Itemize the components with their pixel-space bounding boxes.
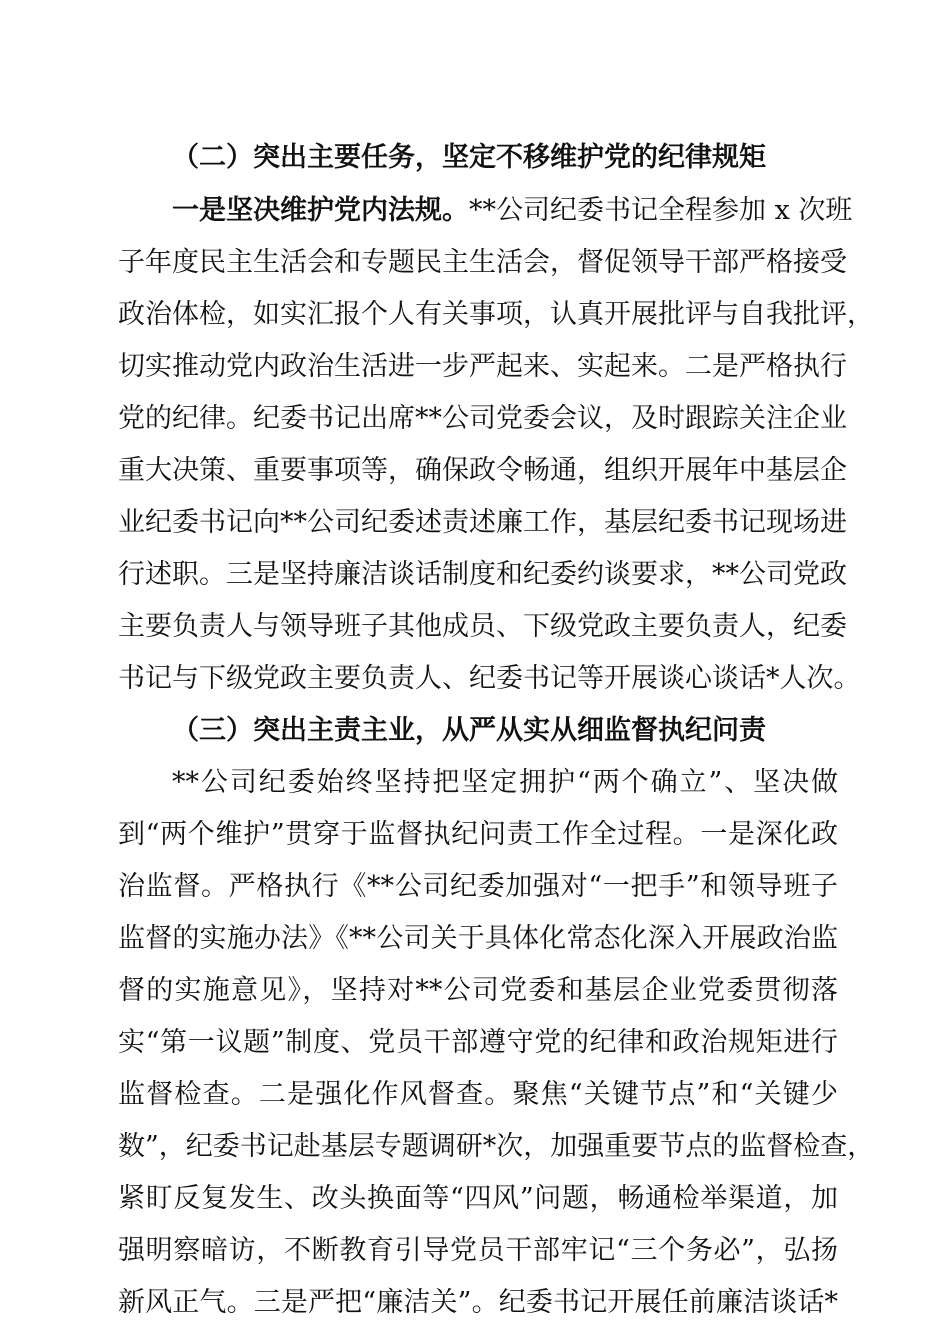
paragraph-line: 治监督。严格执行《**公司纪委加强对“一把手”和领导班子	[118, 871, 838, 902]
paragraph-line: 实“第一议题”制度、党员干部遵守党的纪律和政治规矩进行	[118, 1027, 838, 1058]
paragraph-line: 书记与下级党政主要负责人、纪委书记等开展谈心谈话*人次。	[118, 663, 861, 694]
paragraph-line: 督的实施意见》，坚持对**公司党委和基层企业党委贯彻落	[118, 975, 838, 1006]
paragraph-line: 党的纪律。纪委书记出席**公司党委会议，及时跟踪关注企业	[118, 403, 847, 434]
paragraph-line: 主要负责人与领导班子其他成员、下级党政主要负责人，纪委	[118, 611, 847, 642]
paragraph-line: 切实推动党内政治生活进一步严起来、实起来。二是严格执行	[118, 351, 847, 382]
paragraph-line: 子年度民主生活会和专题民主生活会，督促领导干部严格接受	[118, 247, 847, 278]
paragraph-line	[172, 191, 853, 231]
paragraph-line: 数”，纪委书记赴基层专题调研*次，加强重要节点的监督检查，	[118, 1131, 875, 1162]
paragraph-line: 到“两个维护”贯穿于监督执纪问责工作全过程。一是深化政	[118, 819, 838, 850]
paragraph-line: 监督检查。二是强化作风督查。聚焦“关键节点”和“关键少	[118, 1079, 838, 1110]
paragraph-line: 重大决策、重要事项等，确保政令畅通，组织开展年中基层企	[118, 455, 847, 486]
paragraph-line: 强明察暗访，不断教育引导党员干部牢记“三个务必”，弘扬	[118, 1235, 838, 1266]
paragraph-line: 监督的实施办法》《**公司关于具体化常态化深入开展政治监	[118, 923, 838, 954]
paragraph-lead: 一是坚决维护党内法规。	[172, 195, 469, 226]
paragraph-text: **公司纪委书记全程参加 x 次班	[469, 195, 853, 226]
paragraph-line: 业纪委书记向**公司纪委述责述廉工作，基层纪委书记现场进	[118, 507, 847, 538]
paragraph-line: 紧盯反复发生、改头换面等“四风”问题，畅通检举渠道，加	[118, 1183, 838, 1214]
paragraph-line: 行述职。三是坚持廉洁谈话制度和纪委约谈要求，**公司党政	[118, 559, 847, 590]
paragraph-line: 新风正气。三是严把“廉洁关”。纪委书记开展任前廉洁谈话*	[118, 1287, 838, 1318]
paragraph-line: 政治体检，如实汇报个人有关事项，认真开展批评与自我批评，	[118, 299, 874, 330]
section-heading-2: （二）突出主要任务，坚定不移维护党的纪律规矩	[172, 142, 766, 173]
section-heading-3: （三）突出主责主业，从严从实从细监督执纪问责	[172, 715, 766, 746]
paragraph-line: **公司纪委始终坚持把坚定拥护“两个确立”、坚决做	[172, 767, 838, 798]
